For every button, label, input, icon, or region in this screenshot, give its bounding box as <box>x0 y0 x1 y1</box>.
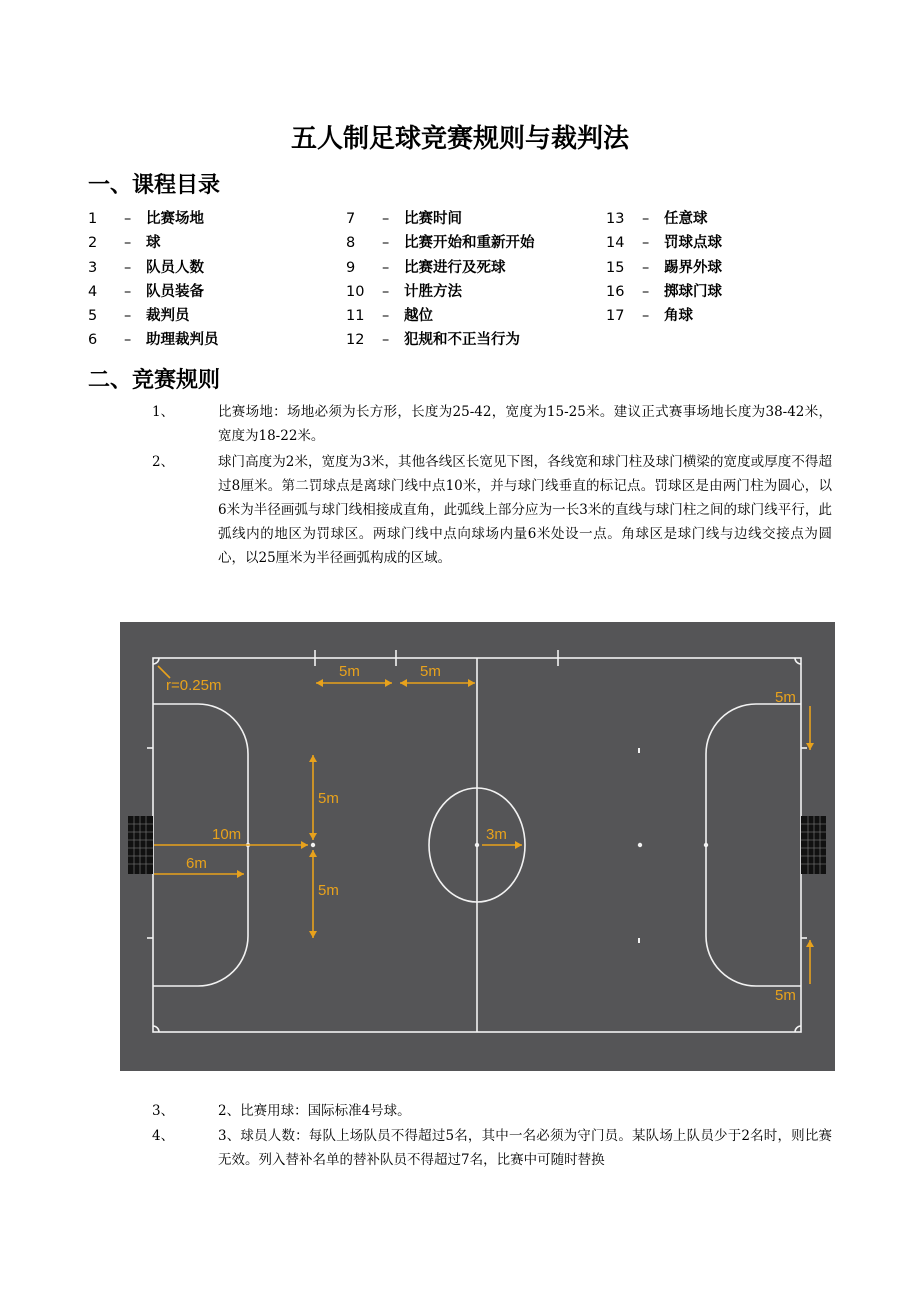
dimension-label: 5m <box>775 689 796 706</box>
toc-item: 3 – 队员人数 <box>88 260 204 276</box>
toc-item: 15 – 踢界外球 <box>606 260 722 276</box>
distance-mark <box>638 938 640 943</box>
toc-item: 7 – 比赛时间 <box>346 211 462 227</box>
toc-item: 10 – 计胜方法 <box>346 284 462 300</box>
paragraph-number: 1、 <box>152 404 175 420</box>
toc-item: 12 – 犯规和不正当行为 <box>346 332 520 348</box>
toc-item: 17 – 角球 <box>606 308 693 324</box>
rule-paragraph <box>152 1099 832 1123</box>
dimension-label: 5m <box>318 790 339 807</box>
paragraph-text: 3、球员人数：每队上场队员不得超过5名，其中一名必须为守门员。某队场上队员少于2名时，则比赛无效。列入替补名单的替补队员不得超过7名，比赛中可随时替换 <box>218 1128 832 1168</box>
toc-item: 4 – 队员装备 <box>88 284 204 300</box>
toc-item: 5 – 裁判员 <box>88 308 190 324</box>
dimension-label: 5m <box>339 663 360 680</box>
document-title: 五人制足球竞赛规则与裁判法 <box>290 124 629 154</box>
toc-item: 14 – 罚球点球 <box>606 235 722 251</box>
dimension-label: 10m <box>212 826 242 843</box>
distance-mark <box>638 748 640 753</box>
dimension-label: 5m <box>420 663 441 680</box>
penalty-spot <box>704 843 708 847</box>
second-penalty-spot <box>638 843 642 847</box>
toc-item: 1 – 比赛场地 <box>88 211 204 227</box>
dimension-label: 6m <box>186 855 207 872</box>
toc-item: 11 – 越位 <box>346 308 433 324</box>
toc-item: 8 – 比赛开始和重新开始 <box>346 235 535 251</box>
toc-item: 16 – 掷球门球 <box>606 284 722 300</box>
section-heading-toc: 一、课程目录 <box>88 173 221 198</box>
toc-item: 9 – 比赛进行及死球 <box>346 260 506 276</box>
paragraph-text: 球门高度为2米，宽度为3米，其他各线区长宽见下图，各线宽和球门柱及球门横梁的宽度或厚度不得超过8厘米。第二罚球点是离球门线中点10米，并与球门线垂直的标记点。罚球区是由两门柱为圆心，以6米为半径画弧与球门线相接成直角，此弧线上部分应为一长3米的直线与球门柱之间的球门线平行，此弧线内的地区为罚球区。两球门线中点向球场内量6米处设一点。角球区是球门线与边线交接点为圆心，以25厘米为半径画弧构成的区域。 <box>218 454 832 566</box>
dimension-label: 5m <box>775 987 796 1004</box>
center-spot <box>475 843 479 847</box>
corner-radius-label: r=0.25m <box>166 677 222 694</box>
futsal-court-diagram <box>120 622 835 1071</box>
right-goal <box>801 816 826 874</box>
rule-paragraph <box>152 450 832 570</box>
paragraph-text: 比赛场地：场地必须为长方形，长度为25-42，宽度为15-25米。建议正式赛事场地长度为38-42米，宽度为18-22米。 <box>218 404 832 444</box>
second-penalty-spot <box>311 843 315 847</box>
dimension-label: 5m <box>318 882 339 899</box>
toc-item: 2 – 球 <box>88 235 161 251</box>
toc-item: 13 – 任意球 <box>606 211 708 227</box>
paragraph-number: 2、 <box>152 454 175 470</box>
left-goal <box>128 816 153 874</box>
section-heading-rules: 二、竞赛规则 <box>88 368 221 393</box>
rule-paragraph <box>152 400 832 448</box>
dimension-label: 3m <box>486 826 507 843</box>
paragraph-number: 4、 <box>152 1128 175 1144</box>
toc-item: 6 – 助理裁判员 <box>88 332 219 348</box>
paragraph-text: 2、比赛用球：国际标准4号球。 <box>218 1103 411 1119</box>
rule-paragraph <box>152 1124 832 1172</box>
paragraph-number: 3、 <box>152 1103 175 1119</box>
